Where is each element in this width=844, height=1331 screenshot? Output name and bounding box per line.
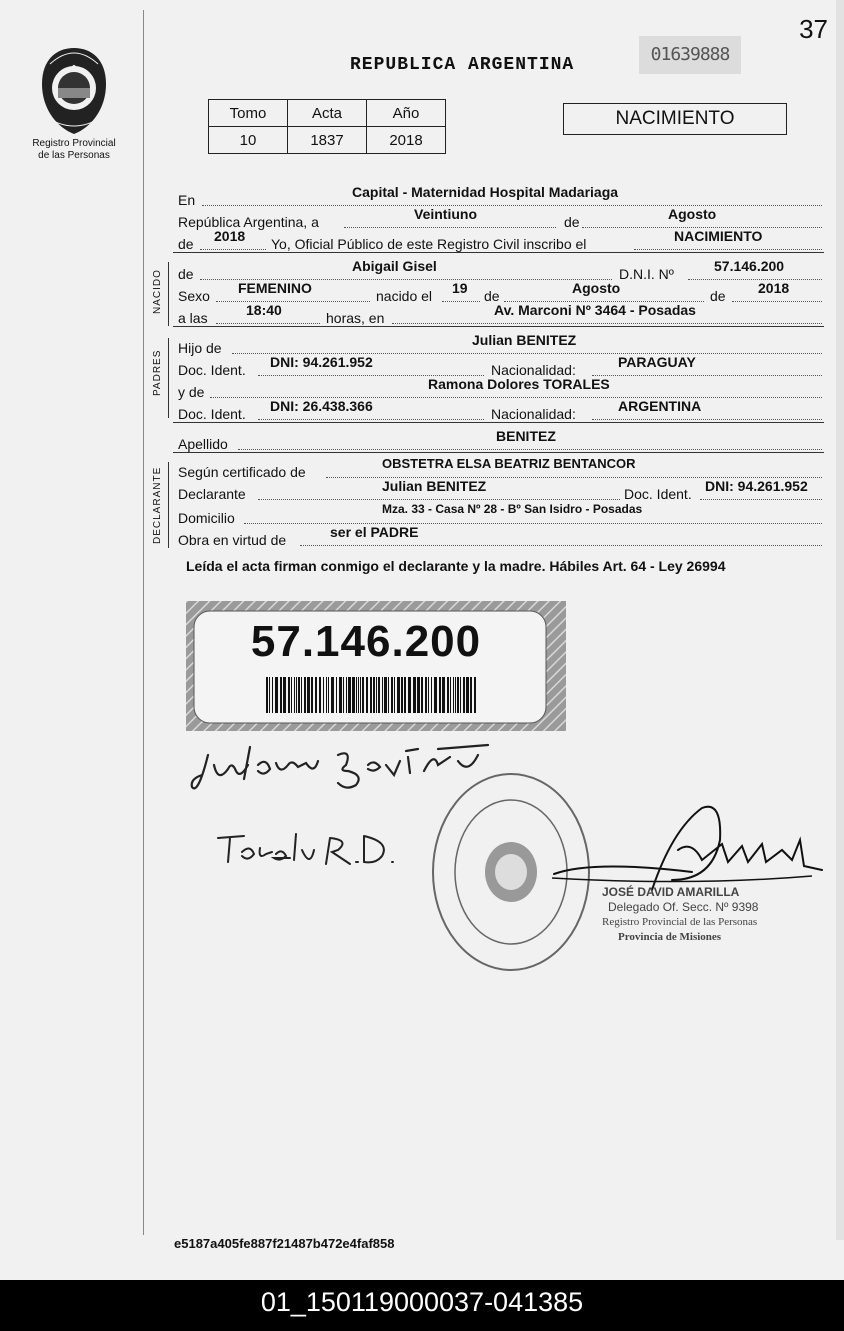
mother-signature	[214, 828, 394, 868]
barcode-bar	[397, 677, 400, 713]
register-value: 10	[209, 127, 288, 154]
office-name: Registro Provincial de las Personas	[32, 138, 116, 161]
barcode-bar	[366, 677, 368, 713]
barcode-bar	[336, 677, 337, 713]
barcode-bar	[326, 677, 327, 713]
row-padre-doc: Doc. Ident. DNI: 94.261.952 Nacionalidad: PARAGUAY	[178, 358, 822, 376]
page-number: 37	[799, 14, 828, 44]
barcode-bar	[439, 677, 441, 713]
row-madre: y de Ramona Dolores TORALES	[178, 380, 822, 398]
barcode-bar	[280, 677, 282, 713]
value-nombre: Abigail Gisel	[352, 258, 437, 274]
register-header: Acta	[288, 100, 367, 127]
barcode-bar	[266, 677, 268, 713]
row-fecha: República Argentina, a Veintiuno de Agosto	[178, 210, 822, 228]
row-apellido: Apellido BENITEZ	[178, 432, 822, 450]
barcode-bar	[474, 677, 476, 713]
register-value: 1837	[288, 127, 367, 154]
barcode-bar	[301, 677, 302, 713]
value-declarante: Julian BENITEZ	[382, 478, 487, 494]
barcode-bar	[358, 677, 359, 713]
barcode-bar	[346, 677, 347, 713]
closing-note: Leída el acta firman conmigo el declarante y la madre. Hábiles Art. 64 - Ley 26994	[186, 558, 726, 574]
barcode-bar	[283, 677, 286, 713]
register-table	[208, 99, 446, 154]
barcode-bar	[457, 677, 459, 713]
row-inscribo: de 2018 Yo, Oficial Público de este Registro Civil inscribo el NACIMIENTO	[178, 232, 822, 250]
page-edge-shadow	[836, 0, 844, 1240]
barcode-bar	[417, 677, 420, 713]
value-mes-nac: Agosto	[572, 280, 621, 296]
value-domicilio: Mza. 33 - Casa Nº 28 - Bº San Isidro - Posadas	[382, 502, 643, 516]
official-name: JOSÉ DAVID AMARILLA	[602, 885, 740, 899]
row-domicilio: Domicilio Mza. 33 - Casa Nº 28 - Bº San Isidro - Posadas	[178, 506, 822, 524]
barcode-bar	[307, 677, 310, 713]
value-apellido: BENITEZ	[496, 428, 556, 444]
side-label-padres: PADRES	[152, 349, 163, 396]
barcode-bar	[394, 677, 395, 713]
barcode-bar	[391, 677, 393, 713]
barcode-bar	[428, 677, 429, 713]
value-lugar: Capital - Maternidad Hospital Madariaga	[352, 184, 619, 200]
barcode-bar	[382, 677, 383, 713]
row-madre-doc: Doc. Ident. DNI: 26.438.366 Nacionalidad: ARGENTINA	[178, 402, 822, 420]
value-madre-nac: ARGENTINA	[618, 398, 702, 414]
barcode-bar	[360, 677, 361, 713]
barcode-bar	[413, 677, 416, 713]
value-madre: Ramona Dolores TORALES	[428, 376, 610, 392]
barcode-bar	[370, 677, 372, 713]
province-coat-of-arms-logo	[36, 44, 112, 136]
row-certificado: Según certificado de OBSTETRA ELSA BEATRIZ BENTANCOR	[178, 460, 822, 478]
barcode-bar	[455, 677, 456, 713]
value-certificado: OBSTETRA ELSA BEATRIZ BENTANCOR	[382, 456, 636, 471]
barcode-bar	[356, 677, 357, 713]
row-hora: a las 18:40 horas, en Av. Marconi Nº 3464 - Posadas	[178, 306, 822, 324]
barcode-bar	[378, 677, 380, 713]
official-province: Provincia de Misiones	[618, 931, 722, 943]
document-hash: e5187a405fe887f21487b472e4faf858	[174, 1236, 395, 1251]
barcode-bar	[311, 677, 313, 713]
barcode-bar	[315, 677, 317, 713]
value-mes: Agosto	[668, 206, 717, 222]
barcode-bar	[298, 677, 300, 713]
value-declarante-doc: DNI: 94.261.952	[705, 478, 808, 494]
barcode-bar	[296, 677, 297, 713]
barcode-bar	[460, 677, 461, 713]
record-type-box: NACIMIENTO	[563, 103, 787, 135]
serial-number: 01639888	[639, 36, 741, 74]
official-office: Registro Provincial de las Personas	[602, 916, 758, 928]
value-padre-nac: PARAGUAY	[618, 354, 696, 370]
barcode-bar	[408, 677, 411, 713]
barcode-bar	[401, 677, 403, 713]
barcode-bar	[331, 677, 334, 713]
footer-id: 01_150119000037-041385	[0, 1280, 844, 1331]
barcode-bar	[304, 677, 306, 713]
barcode-bar	[450, 677, 451, 713]
register-value: 2018	[367, 127, 446, 154]
dni-barcode-stamp	[186, 601, 566, 731]
value-sexo: FEMENINO	[238, 280, 312, 296]
margin-line	[143, 10, 144, 1235]
barcode-bar	[328, 677, 329, 713]
barcode-bar	[288, 677, 290, 713]
barcode-bar	[425, 677, 427, 713]
barcode-bar	[463, 677, 465, 713]
barcode-bar	[384, 677, 387, 713]
barcode-bar	[470, 677, 472, 713]
register-value-row	[209, 127, 446, 154]
value-dni: 57.146.200	[714, 258, 785, 274]
value-madre-doc: DNI: 26.438.366	[270, 398, 373, 414]
value-padre-doc: DNI: 94.261.952	[270, 354, 373, 370]
register-header-row	[209, 100, 446, 127]
value-anio: 2018	[214, 228, 246, 244]
barcode-bar	[291, 677, 292, 713]
register-header: Año	[367, 100, 446, 127]
value-tipo: NACIMIENTO	[674, 228, 763, 244]
barcode-bar	[376, 677, 377, 713]
row-declarante: Declarante Julian BENITEZ Doc. Ident. DNI: 94.261.952	[178, 482, 822, 500]
barcode-bar	[319, 677, 321, 713]
barcode-bar	[269, 677, 270, 713]
stamp-dni-number: 57.146.200	[250, 617, 482, 666]
barcode-bar	[373, 677, 375, 713]
barcode-bar	[453, 677, 454, 713]
side-label-nacido: NACIDO	[152, 269, 163, 314]
barcode-bar	[421, 677, 423, 713]
value-anio-nac: 2018	[758, 280, 790, 296]
barcode-bar	[466, 677, 469, 713]
value-obra: ser el PADRE	[330, 524, 419, 540]
row-padre: Hijo de Julian BENITEZ	[178, 336, 822, 354]
row-lugar: En Capital - Maternidad Hospital Madariaga	[178, 188, 822, 206]
barcode-bar	[294, 677, 295, 713]
value-dia-nac: 19	[452, 280, 468, 296]
register-header: Tomo	[209, 100, 288, 127]
row-sexo: Sexo FEMENINO nacido el 19 de Agosto de 2018	[178, 284, 822, 302]
barcode-bar	[434, 677, 437, 713]
barcode-bar	[352, 677, 355, 713]
value-padre: Julian BENITEZ	[472, 332, 577, 348]
barcode-bar	[323, 677, 324, 713]
barcode-bar	[362, 677, 364, 713]
value-hora: 18:40	[246, 302, 282, 318]
barcode-bar	[272, 677, 273, 713]
barcode-bar	[404, 677, 406, 713]
barcode-bar	[275, 677, 278, 713]
value-dia: Veintiuno	[414, 206, 477, 222]
barcode-bar	[388, 677, 389, 713]
barcode-bar	[431, 677, 432, 713]
value-lugar-nac: Av. Marconi Nº 3464 - Posadas	[494, 302, 696, 318]
row-nombre: de Abigail Gisel D.N.I. Nº 57.146.200	[178, 262, 822, 280]
barcode-bar	[348, 677, 351, 713]
barcode-bar	[339, 677, 342, 713]
barcode-bar	[447, 677, 449, 713]
row-obra: Obra en virtud de ser el PADRE	[178, 528, 822, 546]
document-title: REPUBLICA ARGENTINA	[350, 55, 575, 75]
barcode-bar	[343, 677, 344, 713]
side-label-declarante: DECLARANTE	[152, 466, 163, 544]
official-stamp	[602, 885, 758, 945]
official-title: Delegado Of. Secc. Nº 9398	[608, 900, 759, 914]
barcode-bar	[442, 677, 445, 713]
